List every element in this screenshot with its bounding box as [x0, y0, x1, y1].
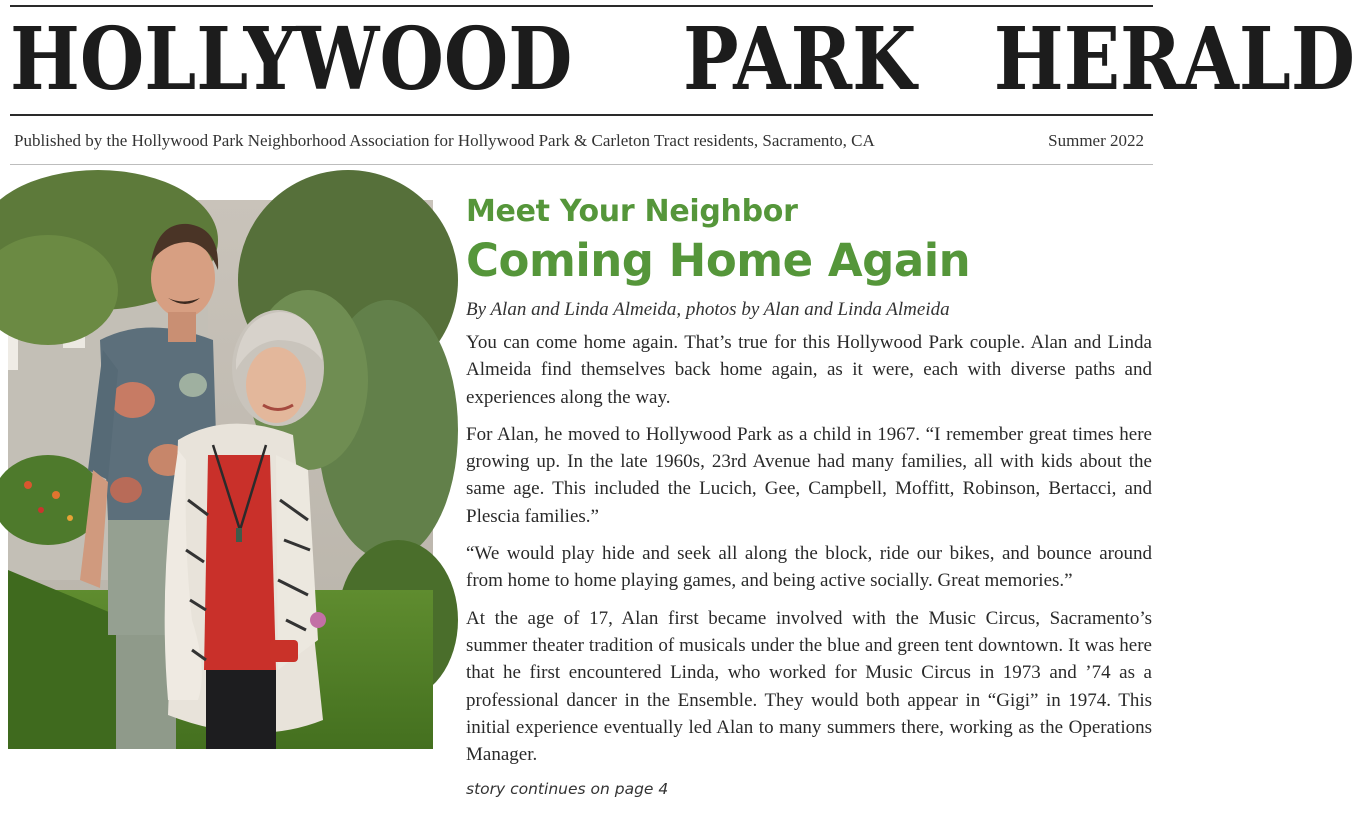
couple-photo	[8, 200, 433, 749]
masthead-bottom-rule	[10, 114, 1153, 116]
masthead-word-3: HERALD	[994, 9, 1355, 110]
masthead-top-rule	[10, 5, 1153, 7]
continuation-note: story continues on page 4	[466, 780, 669, 798]
subheader-rule	[10, 164, 1153, 165]
article-paragraph: At the age of 17, Alan first became involved with the Music Circus, Sacramento’s summer theater tradition of musicals under the blue and green tent downtown. It was here that he first encountered Linda, who worked for Music Circus in 1973 and ’74 as a professional dancer in the Ensemble. They would both appear in “Gigi” in 1974. This initial experience eventually led Alan to many summers there, working as the Operations Manager.	[466, 607, 1152, 766]
masthead-title	[10, 9, 1355, 110]
article-body	[466, 329, 1152, 778]
issue-date: Summer 2022	[1048, 131, 1144, 150]
article-byline: By Alan and Linda Almeida, photos by Alan and Linda Almeida	[466, 299, 950, 320]
article-paragraph: You can come home again. That’s true for this Hollywood Park couple. Alan and Linda Almeida find themselves back home again, as it were, each with diverse paths and experiences along the way.	[466, 332, 1152, 408]
article-headline: Coming Home Again	[466, 234, 971, 287]
article-paragraph: For Alan, he moved to Hollywood Park as a child in 1967. “I remember great times here growing up. In the late 1960s, 23rd Avenue had many families, all with kids about the same age. This included the Lucich, Gee, Campbell, Moffitt, Robinson, Bertacci, and Plescia families.”	[466, 423, 1152, 527]
article-kicker: Meet Your Neighbor	[466, 194, 798, 229]
publisher-line: Published by the Hollywood Park Neighborhood Association for Hollywood Park & Carleton Tract residents, Sacramento, CA	[14, 131, 875, 150]
masthead-word-1: HOLLYWOOD	[10, 9, 573, 110]
masthead-word-2: PARK	[682, 9, 917, 110]
article-paragraph: “We would play hide and seek all along the block, ride our bikes, and bounce around from home to home playing games, and being active socially. Great memories.”	[466, 543, 1152, 592]
